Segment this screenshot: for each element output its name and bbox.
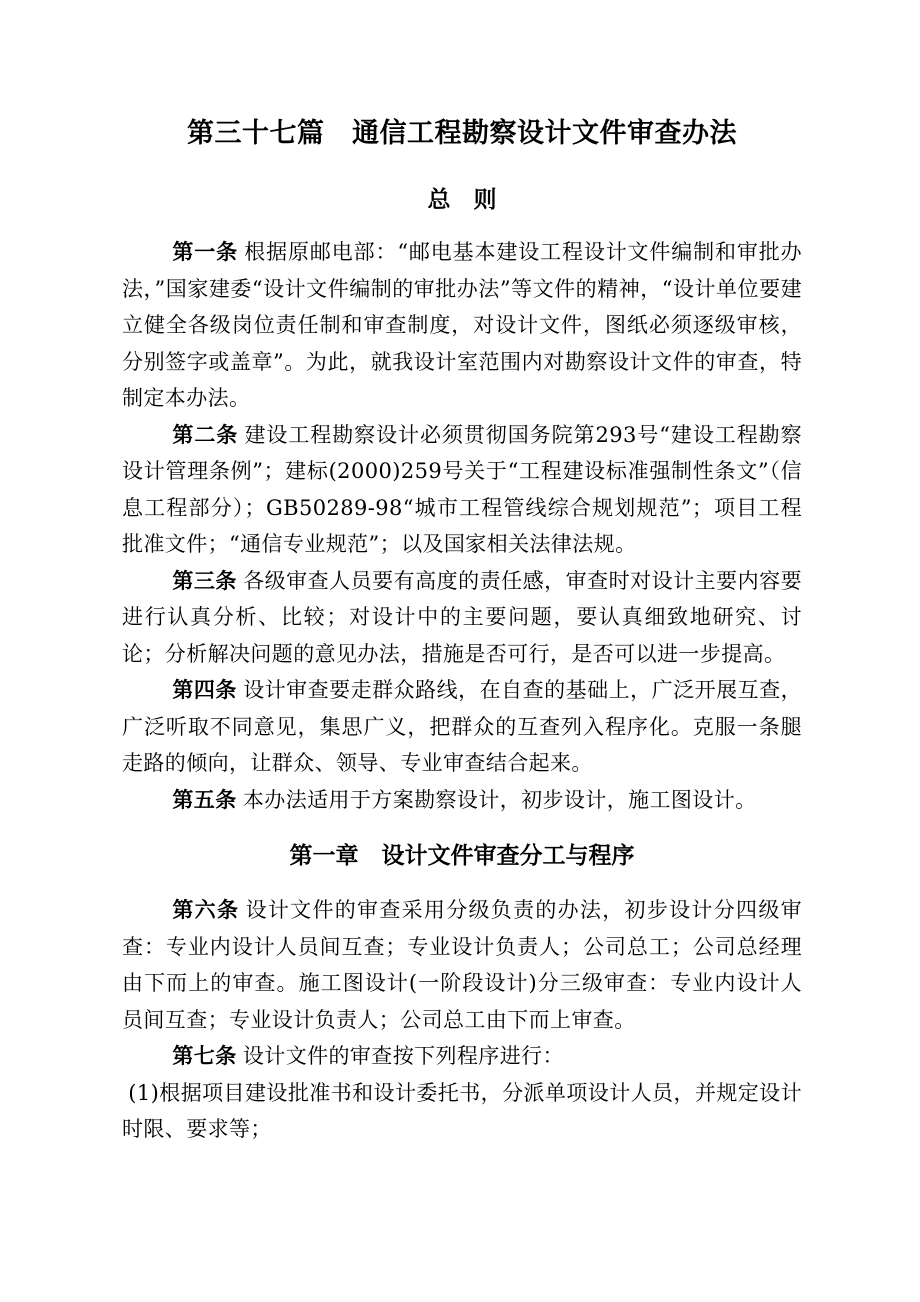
- article-label: 第五条: [172, 787, 237, 812]
- article-7: [122, 1038, 802, 1075]
- article-text: 本办法适用于方案勘察设计，初步设计，施工图设计。: [242, 787, 757, 812]
- article-1: [122, 234, 802, 417]
- article-label: 第二条: [172, 422, 239, 447]
- article-label: 第三条: [172, 568, 237, 593]
- document-title: 第三十七篇 通信工程勘察设计文件审查办法: [187, 118, 737, 149]
- article-label: 第一条: [172, 240, 238, 264]
- article-label: 第六条: [172, 898, 240, 922]
- article-text: 设计审查要走群众路线，在自查的基础上，广泛开展互查，广泛听取不同意见，集思广义，把群众的互查列入程序化。克服一条腿走路的倾向，让群众、领导、专业审查结合起来。: [122, 678, 802, 775]
- article-6: [122, 892, 802, 1038]
- article-label: 第四条: [172, 678, 237, 702]
- list-item-1: (1)根据项目建设批准书和设计委托书，分派单项设计人员，并规定设计时限、要求等；: [122, 1080, 802, 1141]
- article-3: [122, 563, 802, 673]
- article-text: 设计文件的审查按下列程序进行：: [242, 1044, 564, 1068]
- article-text: 各级审查人员要有高度的责任感，审查时对设计主要内容要进行认真分析、比较；对设计中的主要问题，要认真细致地研究、讨论；分析解决问题的意见办法，措施是否可行，是否可以进一步提高。: [122, 568, 802, 666]
- chapter-title-one: 第一章 设计文件审查分工与程序: [289, 843, 635, 869]
- article-label: 第七条: [172, 1044, 237, 1068]
- article-5: [122, 782, 802, 819]
- article-text: 根据原邮电部：“邮电基本建设工程设计文件编制和审批办法，”国家建委“设计文件编制的审批办法”等文件的精神，“设计单位要建立健全各级岗位责任制和审查制度，对设计文件，图纸必须逐级审核，分别签字或盖章”。为此，就我设计室范围内对勘察设计文件的审查，特制定本办法。: [122, 240, 802, 410]
- article-2: [122, 417, 802, 563]
- article-text: 建设工程勘察设计必须贯彻国务院第293号“建设工程勘察设计管理条例”；建标(2000)259号关于“工程建设标准强制性条文”（信息工程部分）；GB50289-98“城市工程管线综合规划规范”；项目工程批准文件；“通信专业规范”；以及国家相关法律法规。: [122, 422, 802, 556]
- article-text: 设计文件的审查采用分级负责的办法，初步设计分四级审查：专业内设计人员间互查；专业设计负责人；公司总工；公司总经理由下而上的审查。施工图设计(一阶段设计)分三级审查：专业内设计人员间互查；专业设计负责人；公司总工由下而上审查。: [122, 898, 803, 1032]
- article-4: [122, 672, 802, 782]
- section-title-general: 总 则: [427, 187, 497, 213]
